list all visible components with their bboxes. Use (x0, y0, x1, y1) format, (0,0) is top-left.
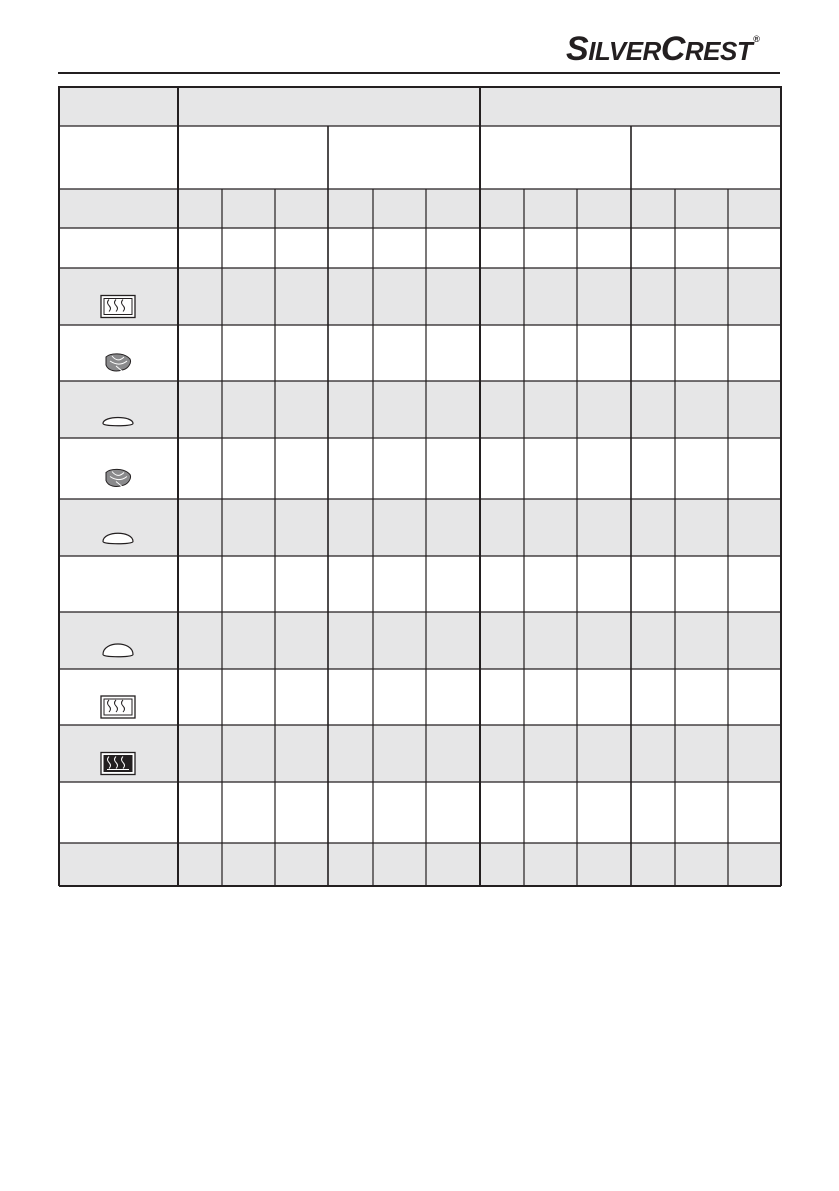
registered-mark: ® (753, 34, 760, 44)
table-row (59, 499, 781, 556)
header-rule (58, 72, 780, 74)
table-row (59, 438, 781, 499)
hand-kneading-icon (106, 354, 131, 371)
table-row (59, 843, 781, 886)
table-row (59, 325, 781, 381)
table-row (59, 669, 781, 725)
table-row (59, 268, 781, 325)
brand-wordmark: SILVERCREST (566, 30, 753, 68)
program-table-grid (58, 86, 782, 888)
table-row (59, 612, 781, 669)
program-table (58, 86, 782, 888)
flat-dough-icon (103, 418, 133, 426)
table-row (59, 86, 781, 126)
dark-baking-oven-icon (101, 753, 135, 775)
baking-oven-icon (101, 696, 135, 718)
table-row (59, 725, 781, 782)
hand-kneading-icon (106, 469, 131, 486)
table-row (59, 782, 781, 843)
table-row (59, 189, 781, 228)
table-row (59, 381, 781, 438)
table-row (59, 228, 781, 268)
rising-dough-icon (103, 533, 133, 544)
table-row (59, 556, 781, 612)
table-row (59, 126, 781, 189)
silvercrest-logo (566, 26, 760, 66)
top-heat-oven-icon (101, 296, 135, 318)
